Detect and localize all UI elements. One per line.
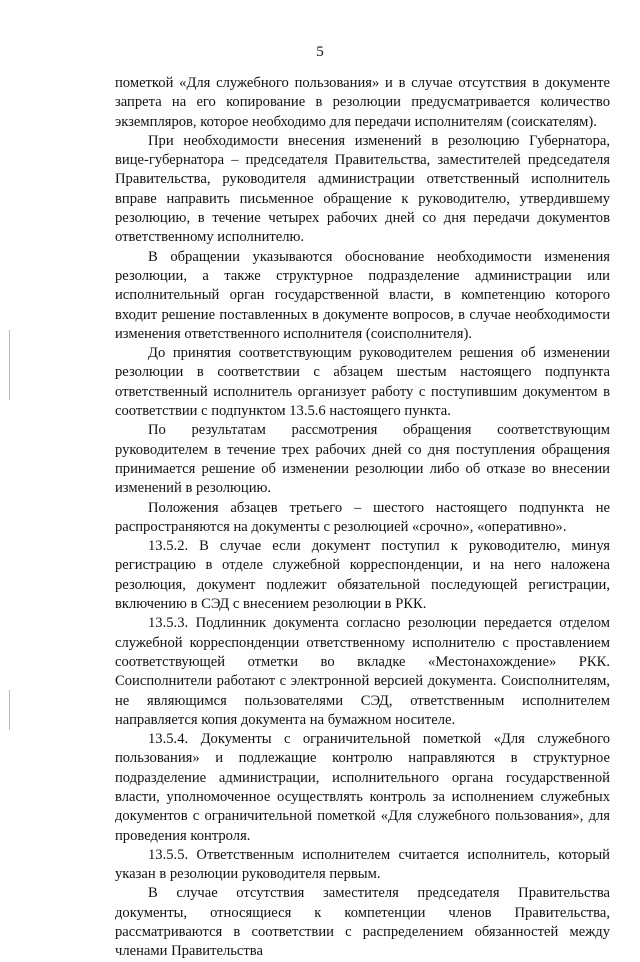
paragraph: 13.5.2. В случае если документ поступил к руководителю, минуя регистрацию в отделе служебной корреспонденции, и на него наложена резолюция, документ подлежит обязательной последующей регистрации, включению в СЭД с внесением резолюции в РКК. bbox=[115, 538, 610, 613]
paragraph: пометкой «Для служебного пользования» и в случае отсутствия в документе запрета на его копирование в резолюции предусматривается количество экземпляров, которое необходимо для передачи исполнителям (соискателям). bbox=[115, 75, 610, 130]
paragraph: По результатам рассмотрения обращения соответствующим руководителем в течение трех рабочих дней со дня поступления обращения принимается решение об изменении резолюции либо об отказе во внесении изменений в резолюцию. bbox=[115, 422, 610, 497]
paragraph: 13.5.5. Ответственным исполнителем считается исполнитель, который указан в резолюции руководителя первым. bbox=[115, 846, 610, 883]
paragraph: В случае отсутствия заместителя председателя Правительства документы, относящиеся к компетенции членов Правительства, рассматриваются в соответствии с распределением обязанностей между членами Правительства bbox=[115, 885, 610, 960]
paragraph: До принятия соответствующим руководителем решения об изменении резолюции в соответствии с абзацем шестым настоящего подпункта ответственный исполнитель организует работу с поступившим документом в соответствии с подпунктом 13.5.6 настоящего пункта. bbox=[115, 345, 610, 420]
page-number: 5 bbox=[316, 44, 324, 60]
scan-margin-mark bbox=[9, 330, 10, 400]
paragraph: Положения абзацев третьего – шестого настоящего подпункта не распространяются на документы с резолюцией «срочно», «оперативно». bbox=[115, 499, 610, 535]
scan-margin-mark bbox=[9, 690, 10, 730]
paragraph: 13.5.4. Документы с ограничительной пометкой «Для служебного пользования» и подлежащие контролю направляются в структурное подразделение администрации, исполнительного органа государственной власти, уполномоченное осуществлять контроль за исполнением служебных документов с ограничительной пометкой «Для служебного пользования», для проведения контроля. bbox=[115, 731, 610, 844]
paragraph: В обращении указываются обоснование необходимости изменения резолюции, а также структурное подразделение администрации или исполнительный орган государственной власти, в компетенцию которого входит решение поставленных в документе вопросов, в случае необходимости изменения ответственного исполнителя (соисполнителя). bbox=[115, 248, 610, 342]
document-body bbox=[115, 74, 610, 962]
paragraph: При необходимости внесения изменений в резолюцию Губернатора, вице-губернатора – председателя Правительства, заместителей председателя Правительства, руководителя администрации ответственный исполнитель вправе направить письменное обращение к руководителю, утвердившему резолюцию, в течение четырех рабочих дней со дня передачи документов ответственному исполнителю. bbox=[115, 132, 610, 246]
paragraph: 13.5.3. Подлинник документа согласно резолюции передается отделом служебной корреспонденции ответственному исполнителю с проставлением соответствующей отметки во вкладке «Местонахождение» РКК. Соисполнители работают с электронной версией документа. Соисполнителям, не являющимся пользователями СЭД, ответственным исполнителем направляется копия документа на бумажном носителе. bbox=[115, 615, 610, 728]
